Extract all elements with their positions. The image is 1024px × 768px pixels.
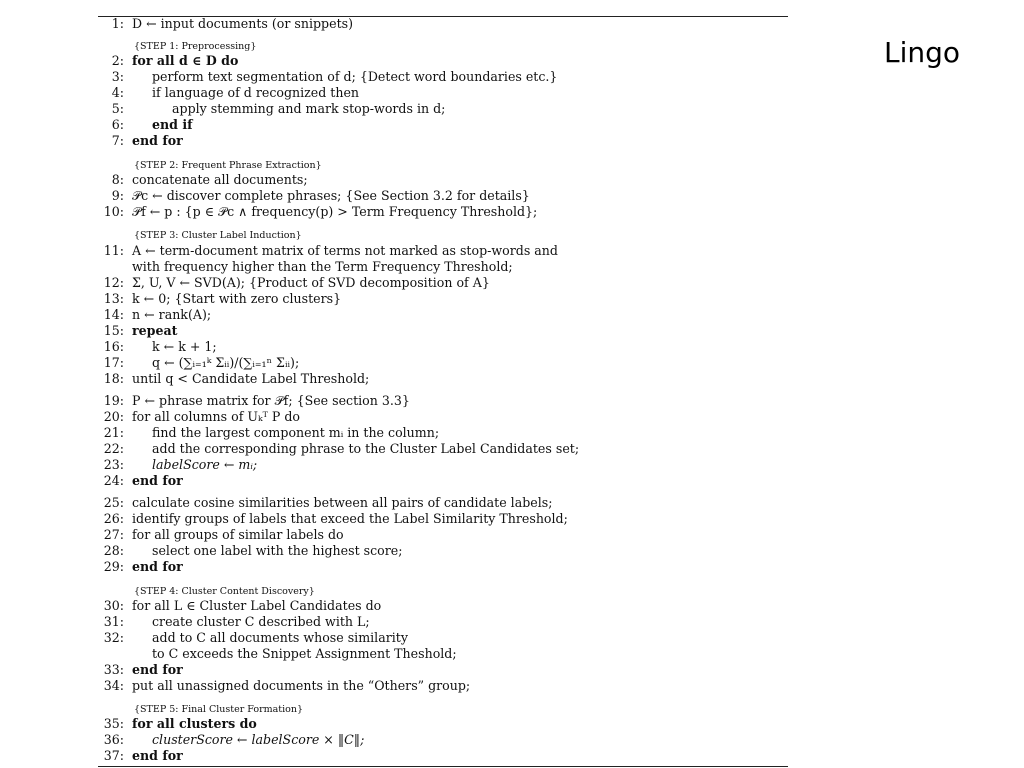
line-text: q ← (∑ᵢ₌₁ᵏ Σᵢᵢ)/(∑ᵢ₌₁ⁿ Σᵢᵢ);	[152, 355, 300, 370]
line-number: 32:	[103, 630, 124, 645]
line-number: 1:	[111, 16, 124, 31]
line-text: to C exceeds the Snippet Assignment Theshold;	[152, 646, 457, 661]
line-number: 30:	[103, 598, 124, 613]
line-text: end for	[132, 559, 183, 574]
line-number: 11:	[103, 243, 124, 258]
line-text: k ← 0; {Start with zero clusters}	[132, 291, 342, 306]
line-number: 19:	[103, 393, 124, 408]
line-number: 7:	[111, 133, 124, 148]
line-text: add the corresponding phrase to the Cluster Label Candidates set;	[152, 441, 580, 456]
line-text: if language of d recognized then	[152, 85, 360, 100]
line-text: find the largest component mᵢ in the column;	[152, 425, 440, 440]
line-number: 21:	[103, 425, 124, 440]
line-text: for all columns of Uₖᵀ P do	[132, 409, 300, 424]
line-text: end for	[132, 662, 183, 677]
line-text: calculate cosine similarities between all pairs of candidate labels;	[132, 495, 553, 510]
step-5-comment: {STEP 5: Final Cluster Formation}	[134, 704, 304, 715]
line-number: 18:	[103, 371, 124, 386]
line-text: put all unassigned documents in the “Others” group;	[132, 678, 471, 693]
line-number: 4:	[111, 85, 124, 100]
line-text: labelScore ← mᵢ;	[152, 457, 258, 472]
step-1-comment: {STEP 1: Preprocessing}	[134, 41, 257, 52]
line-text: for all clusters do	[132, 716, 257, 731]
line-text: for all L ∈ Cluster Label Candidates do	[132, 598, 382, 613]
line-number: 13:	[103, 291, 124, 306]
line-text: apply stemming and mark stop-words in d;	[172, 101, 446, 116]
line-text: for all d ∈ D do	[132, 53, 239, 68]
line-text: perform text segmentation of d; {Detect word boundaries etc.}	[152, 69, 558, 84]
line-number: 33:	[103, 662, 124, 677]
step-3-comment: {STEP 3: Cluster Label Induction}	[134, 230, 302, 241]
line-text: until q < Candidate Label Threshold;	[132, 371, 370, 386]
line-number: 16:	[103, 339, 124, 354]
line-text: k ← k + 1;	[152, 339, 217, 354]
line-number: 14:	[103, 307, 124, 322]
line-text: repeat	[132, 323, 178, 338]
line-number: 15:	[103, 323, 124, 338]
line-number: 22:	[103, 441, 124, 456]
line-number: 2:	[111, 53, 124, 68]
bottom-rule	[98, 766, 788, 767]
algorithm-block	[98, 12, 788, 768]
line-number: 23:	[103, 457, 124, 472]
step-2-comment: {STEP 2: Frequent Phrase Extraction}	[134, 160, 322, 171]
slide-title: Lingo	[884, 36, 961, 69]
line-number: 25:	[103, 495, 124, 510]
line-number: 35:	[103, 716, 124, 731]
line-number: 37:	[103, 748, 124, 763]
line-text: D ← input documents (or snippets)	[132, 16, 354, 31]
line-number: 3:	[111, 69, 124, 84]
line-number: 17:	[103, 355, 124, 370]
line-number: 10:	[103, 204, 124, 219]
line-text: end for	[132, 133, 183, 148]
line-text: with frequency higher than the Term Frequency Threshold;	[132, 259, 513, 274]
line-text: end for	[132, 748, 183, 763]
line-text: for all groups of similar labels do	[132, 527, 344, 542]
line-text: Σ, U, V ← SVD(A); {Product of SVD decomposition of A}	[132, 275, 490, 290]
line-text: clusterScore ← labelScore × ‖C‖;	[152, 732, 365, 747]
step-4-comment: {STEP 4: Cluster Content Discovery}	[134, 586, 315, 597]
line-number: 20:	[103, 409, 124, 424]
line-text: end if	[152, 117, 193, 132]
line-text: P ← phrase matrix for 𝒫f; {See section 3.3}	[132, 393, 410, 408]
line-text: select one label with the highest score;	[152, 543, 403, 558]
line-number: 6:	[111, 117, 124, 132]
line-number: 24:	[103, 473, 124, 488]
line-text: 𝒫c ← discover complete phrases; {See Section 3.2 for details}	[132, 188, 530, 203]
line-number: 28:	[103, 543, 124, 558]
line-number: 31:	[103, 614, 124, 629]
line-text: n ← rank(A);	[132, 307, 212, 322]
line-number: 29:	[103, 559, 124, 574]
line-number: 36:	[103, 732, 124, 747]
line-number: 12:	[103, 275, 124, 290]
line-text: 𝒫f ← p : {p ∈ 𝒫c ∧ frequency(p) > Term Frequency Threshold};	[132, 204, 538, 219]
line-number: 26:	[103, 511, 124, 526]
line-number: 27:	[103, 527, 124, 542]
line-text: end for	[132, 473, 183, 488]
line-text: concatenate all documents;	[132, 172, 308, 187]
line-text: A ← term-document matrix of terms not marked as stop-words and	[132, 243, 558, 258]
line-text: identify groups of labels that exceed the Label Similarity Threshold;	[132, 511, 568, 526]
line-text: add to C all documents whose similarity	[152, 630, 408, 645]
line-number: 9:	[111, 188, 124, 203]
line-number: 5:	[111, 101, 124, 116]
line-text: create cluster C described with L;	[152, 614, 370, 629]
line-number: 34:	[103, 678, 124, 693]
line-number: 8:	[111, 172, 124, 187]
